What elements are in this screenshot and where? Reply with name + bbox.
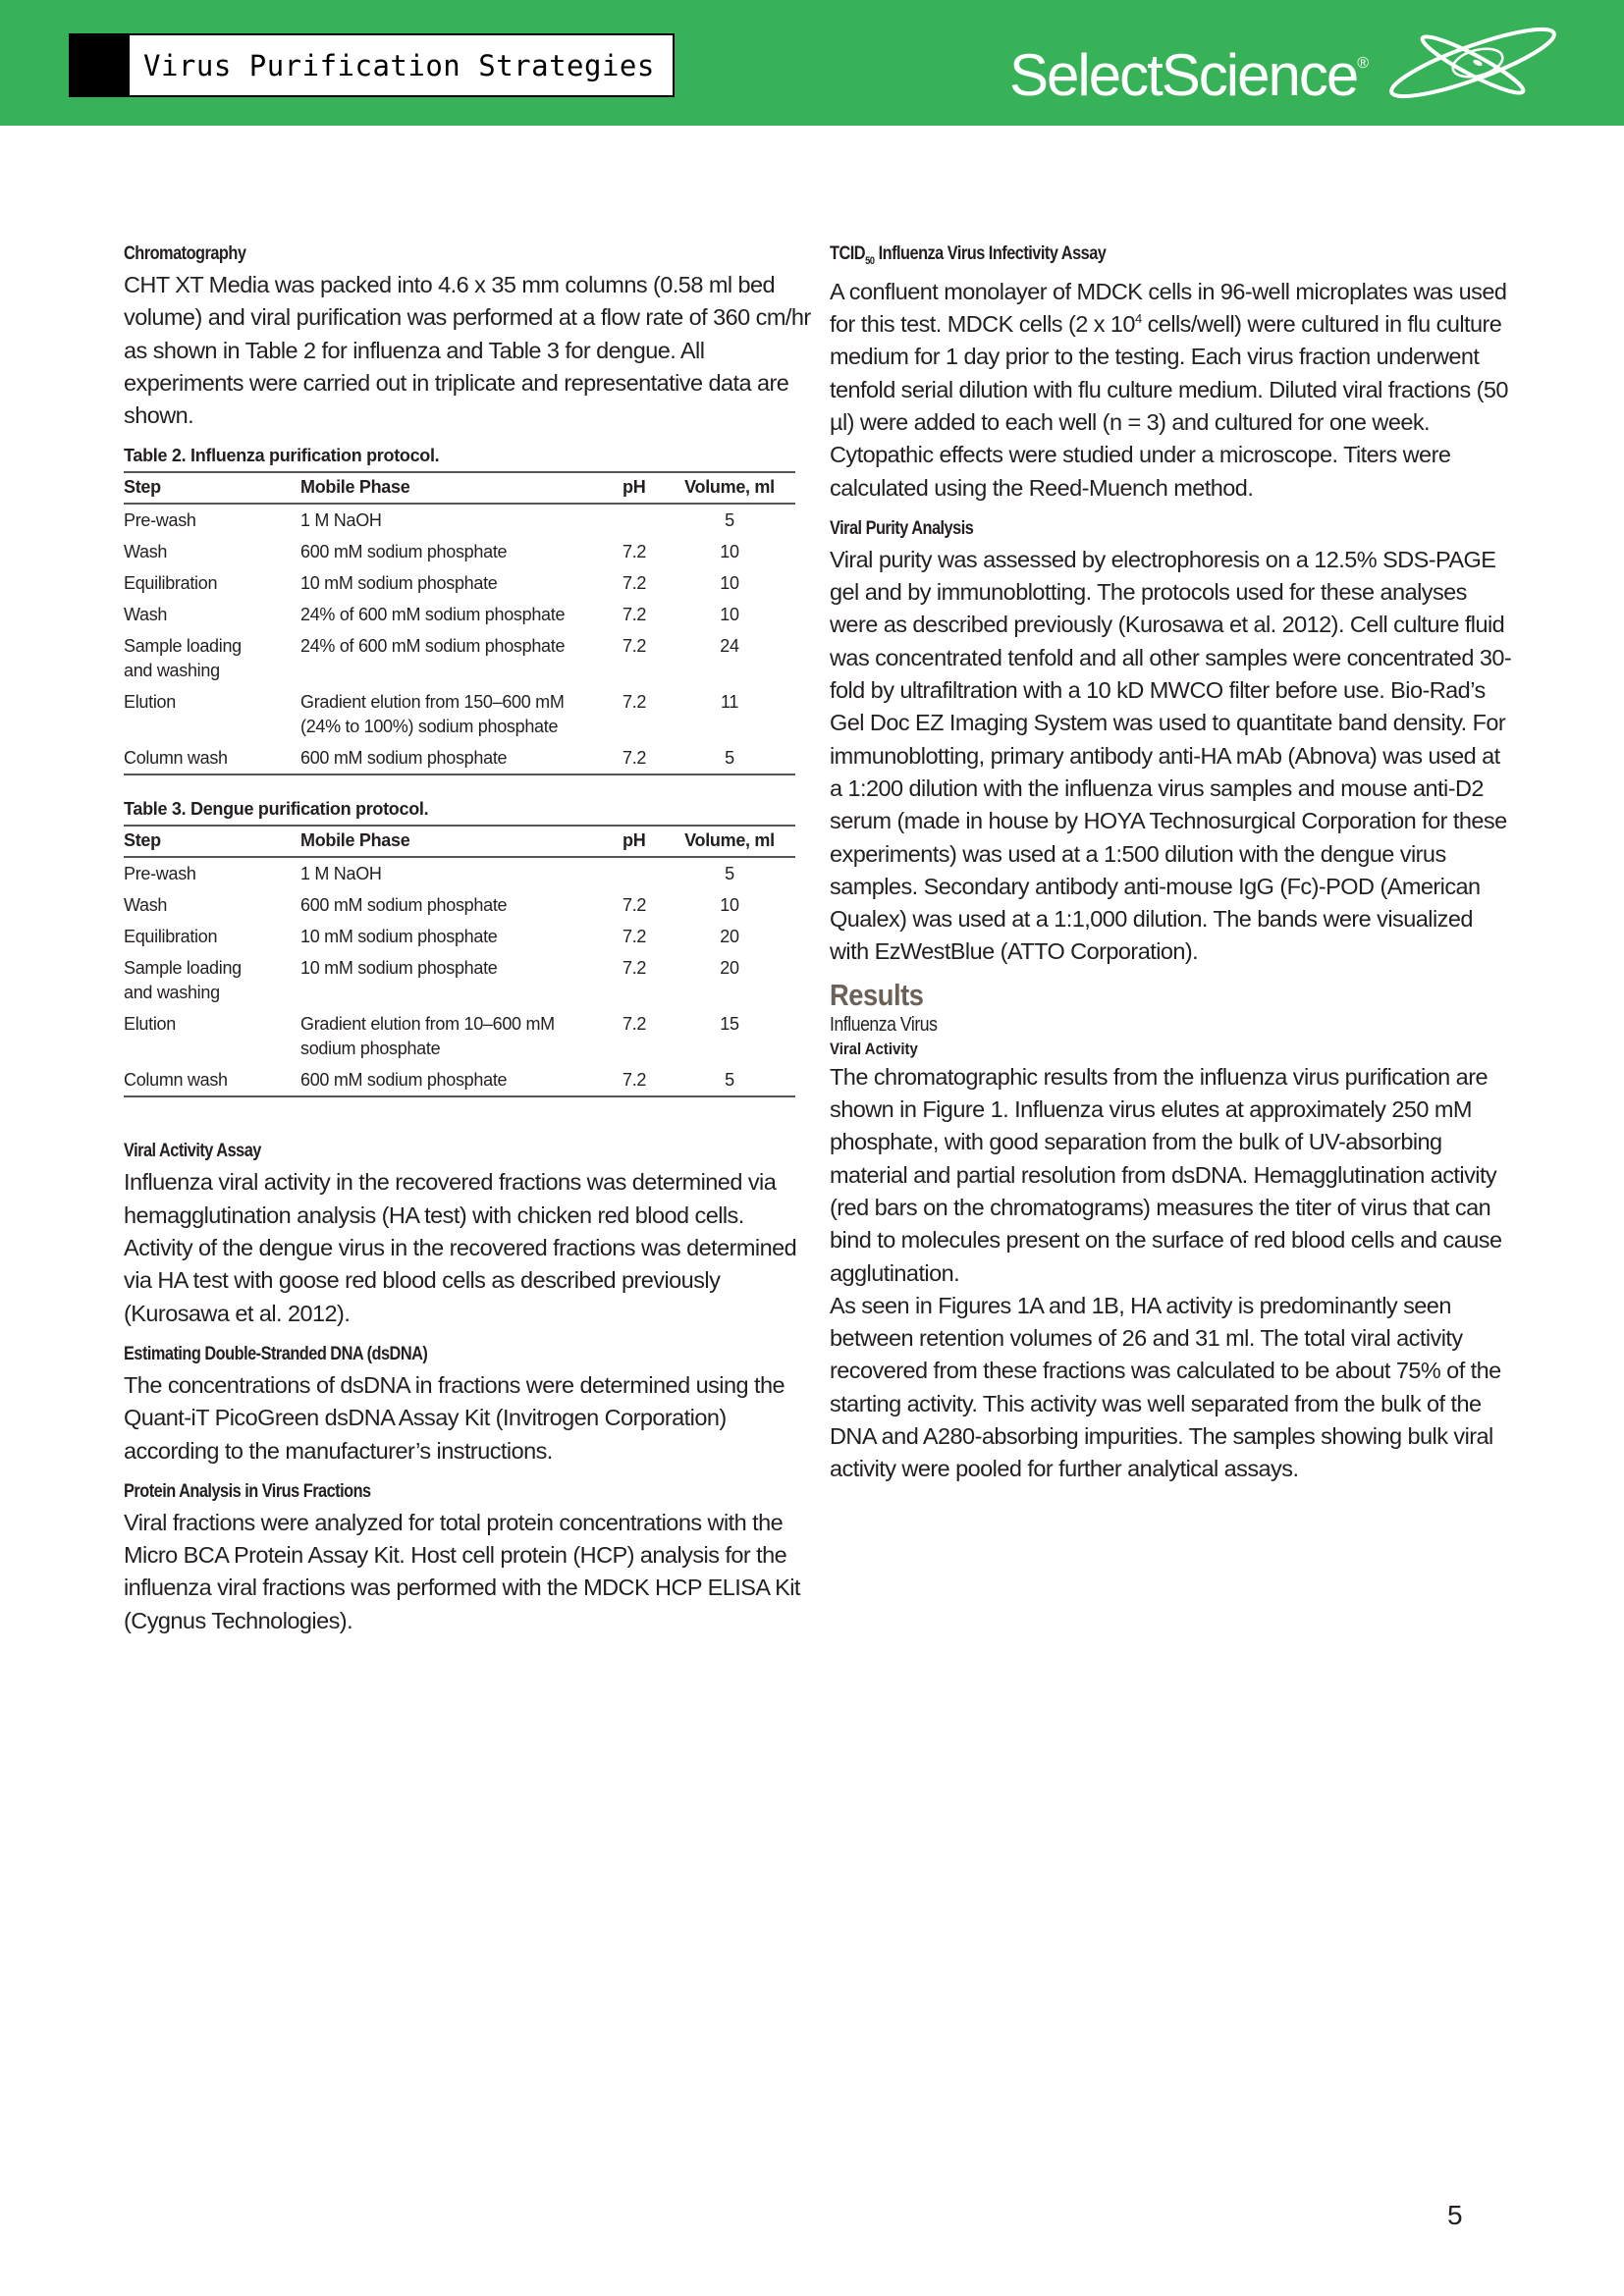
document-title: Virus Purification Strategies <box>130 35 673 95</box>
column-header: pH <box>623 477 646 498</box>
section-chromatography <box>124 240 811 432</box>
brand-name: SelectScience <box>1009 42 1358 108</box>
section-body: Viral fractions were analyzed for total protein concentrations with the Micro BCA Protein Assay Kit. Host cell protein (HCP) analysis for the influenza viral fractions was performed with the MDCK HCP ELISA Kit (Cygnus Technologies). <box>124 1509 800 1633</box>
right-column <box>830 240 1517 1496</box>
section-results <box>830 979 1517 1486</box>
ph-cell: 7.2 <box>623 573 647 594</box>
step-cell: Column wash <box>124 1070 228 1091</box>
section-heading: Estimating Double-Stranded DNA (dsDNA) <box>124 1343 428 1364</box>
mobile-phase-cell: Gradient elution from 10–600 mM sodium phosphate <box>300 1014 555 1059</box>
page-number: 5 <box>1447 2200 1463 2230</box>
section-viral-purity <box>830 514 1517 969</box>
section-heading: Protein Analysis in Virus Fractions <box>124 1480 371 1502</box>
mobile-phase-cell: 10 mM sodium phosphate <box>300 927 498 947</box>
table-row <box>124 921 795 952</box>
ph-cell: 7.2 <box>623 958 647 979</box>
results-heading: Results <box>830 977 924 1012</box>
step-cell: Equilibration <box>124 927 218 947</box>
table-row <box>124 630 795 686</box>
ph-cell: 7.2 <box>623 895 647 916</box>
volume-cell: 5 <box>725 510 734 531</box>
mobile-phase-cell: 10 mM sodium phosphate <box>300 573 498 594</box>
mobile-phase-cell: 24% of 600 mM sodium phosphate <box>300 636 566 657</box>
column-header: Volume, ml <box>684 477 775 498</box>
step-cell: Column wash <box>124 748 228 769</box>
mobile-phase-cell: Gradient elution from 150–600 mM (24% to 100%) sodium phosphate <box>300 692 565 737</box>
heading-subscript: 50 <box>865 254 875 267</box>
table-row <box>124 1008 795 1064</box>
section-body: The chromatographic results from the influenza virus purification are shown in Figure 1. Influenza virus elutes at approximately 250 mM phosphate, with good separation from the bulk of UV-absorbing material and partial resolution from dsDNA. Hemagglutination activity (red bars on the chromatograms) measures the titer of virus that can bind to molecules present on the surface of red blood cells and cause agglutination. <box>830 1063 1502 1286</box>
section-heading: Viral Purity Analysis <box>830 517 974 539</box>
mobile-phase-cell: 600 mM sodium phosphate <box>300 748 508 769</box>
section-body: As seen in Figures 1A and 1B, HA activity is predominantly seen between retention volumes of 26 and 31 ml. The total viral activity recovered from these fractions was calculated to be about 75% of the starting activity. This activity was well separated from the bulk of the DNA and A280-absorbing impurities. The samples showing bulk viral activity were pooled for further analytical assays. <box>830 1292 1501 1482</box>
ph-cell <box>623 504 664 536</box>
section-heading: Chromatography <box>124 243 246 264</box>
registered-mark: ® <box>1357 55 1370 72</box>
volume-cell: 10 <box>720 605 739 625</box>
step-cell: Sample loading and washing <box>124 636 242 681</box>
ph-cell <box>623 857 664 889</box>
section-dsdna <box>124 1340 811 1468</box>
volume-cell: 20 <box>720 958 739 979</box>
table-row <box>124 686 795 742</box>
section-body: CHT XT Media was packed into 4.6 x 35 mm columns (0.58 ml bed volume) and viral purification was performed at a flow rate of 360 cm/hr as shown in Table 2 for influenza and Table 3 for dengue. All experiments were carried out in triplicate and representative data are shown. <box>124 272 811 429</box>
ph-cell: 7.2 <box>623 542 647 562</box>
title-accent-block <box>71 35 130 95</box>
section-body: Influenza viral activity in the recovered fractions was determined via hemagglutination analysis (HA test) with chicken red blood cells. Activity of the dengue virus in the recovered fractions was determined via HA test with goose red blood cells as described previously (Kurosawa et al. 2012). <box>124 1169 797 1326</box>
brand-wordmark <box>1009 29 1369 110</box>
step-cell: Wash <box>124 895 168 916</box>
mobile-phase-cell: 10 mM sodium phosphate <box>300 958 498 979</box>
volume-cell: 24 <box>720 636 739 657</box>
left-column <box>124 240 811 1647</box>
table-row <box>124 536 795 567</box>
column-header: Mobile Phase <box>300 830 410 851</box>
ph-cell: 7.2 <box>623 692 647 713</box>
volume-cell: 11 <box>720 692 739 713</box>
section-heading <box>830 240 1421 276</box>
page-header <box>0 0 1624 126</box>
table-row <box>124 889 795 921</box>
section-tcid50 <box>830 240 1517 505</box>
column-header: Step <box>124 830 161 851</box>
mobile-phase-cell: 600 mM sodium phosphate <box>300 1070 508 1091</box>
volume-cell: 20 <box>720 927 739 947</box>
step-cell: Elution <box>124 692 176 713</box>
table-caption: Table 3. Dengue purification protocol. <box>124 799 429 820</box>
body-text: cells/well) were cultured in flu culture medium for 1 day prior to the testing. Each virus fraction underwent tenfold serial dilution with flu culture medium. Diluted viral fractions (50 µl) were added to each well (n = 3) and cultured for one week. Cytopathic effects were studied under a microscope. Titers were calculated using the Reed-Muench method. <box>830 311 1508 501</box>
table-header-row <box>124 826 795 857</box>
table-row <box>124 742 795 774</box>
mobile-phase-cell: 1 M NaOH <box>300 864 382 884</box>
mobile-phase-cell: 600 mM sodium phosphate <box>300 895 508 916</box>
table-row <box>124 599 795 630</box>
document-title-box <box>69 33 675 97</box>
step-cell: Elution <box>124 1014 176 1035</box>
volume-cell: 10 <box>720 573 739 594</box>
table-row <box>124 567 795 599</box>
step-cell: Sample loading and washing <box>124 958 242 1003</box>
column-header: Mobile Phase <box>300 477 410 498</box>
table-row <box>124 952 795 1008</box>
section-viral-activity-assay <box>124 1137 811 1329</box>
step-cell: Equilibration <box>124 573 218 594</box>
step-cell: Wash <box>124 605 168 625</box>
column-header: pH <box>623 830 646 851</box>
table-3-dengue-protocol <box>124 797 811 1097</box>
body-text: A confluent monolayer of MDCK cells in 96-well microplates was used for this test. MDCK cells (2 x 10 <box>830 278 1507 338</box>
heading-prefix: TCID <box>830 243 866 264</box>
table-caption: Table 2. Influenza purification protocol. <box>124 446 440 466</box>
protocol-table <box>124 825 795 1097</box>
results-subheading: Influenza Virus <box>830 1013 938 1036</box>
section-heading: Viral Activity Assay <box>124 1141 261 1162</box>
table-row <box>124 504 795 536</box>
results-subsubheading: Viral Activity <box>830 1039 918 1058</box>
volume-cell: 5 <box>725 748 734 769</box>
table-row <box>124 1064 795 1096</box>
volume-cell: 10 <box>720 542 739 562</box>
heading-suffix: Influenza Virus Infectivity Assay <box>874 243 1107 264</box>
section-body: The concentrations of dsDNA in fractions were determined using the Quant-iT PicoGreen dsDNA Assay Kit (Invitrogen Corporation) according to the manufacturer’s instructions. <box>124 1371 785 1464</box>
volume-cell: 10 <box>720 895 739 916</box>
ph-cell: 7.2 <box>623 636 647 657</box>
ph-cell: 7.2 <box>623 605 647 625</box>
section-body: Viral purity was assessed by electrophoresis on a 12.5% SDS-PAGE gel and by immunoblotting. The protocols used for these analyses were as described previously (Kurosawa et al. 2012). Cell culture fluid was concentrated tenfold and all other samples were concentrated 30-fold by ultrafiltration with a 10 kD MWCO filter before use. Bio-Rad’s Gel Doc EZ Imaging System was used to quantitate band density. For immunoblotting, primary antibody anti-HA mAb (Abnova) was used at a 1:200 dilution with the influenza virus samples and mouse anti-D2 serum (made in house by HOYA Technosurgical Corporation for these experiments) was used at a 1:500 dilution with the dengue virus samples. Secondary antibody anti-mouse IgG (Fc)-POD (American Qualex) was used at a 1:1,000 dilution. The bands were visualized with EzWestBlue (ATTO Corporation). <box>830 546 1512 965</box>
column-header: Step <box>124 477 161 498</box>
step-cell: Pre-wash <box>124 864 196 884</box>
ph-cell: 7.2 <box>623 1070 647 1091</box>
section-body <box>830 276 1517 505</box>
mobile-phase-cell: 1 M NaOH <box>300 510 382 531</box>
body-superscript: 4 <box>1134 311 1142 327</box>
table-header-row <box>124 472 795 504</box>
volume-cell: 5 <box>725 864 734 884</box>
section-protein-analysis <box>124 1477 811 1637</box>
mobile-phase-cell: 24% of 600 mM sodium phosphate <box>300 605 566 625</box>
step-cell: Wash <box>124 542 168 562</box>
mobile-phase-cell: 600 mM sodium phosphate <box>300 542 508 562</box>
column-header: Volume, ml <box>684 830 775 851</box>
volume-cell: 5 <box>725 1070 734 1091</box>
table-row <box>124 857 795 889</box>
ph-cell: 7.2 <box>623 748 647 769</box>
table-2-influenza-protocol <box>124 444 811 775</box>
protocol-table <box>124 471 795 775</box>
ph-cell: 7.2 <box>623 927 647 947</box>
step-cell: Pre-wash <box>124 510 196 531</box>
atom-orbit-icon <box>1384 24 1561 102</box>
ph-cell: 7.2 <box>623 1014 647 1035</box>
volume-cell: 15 <box>720 1014 739 1035</box>
